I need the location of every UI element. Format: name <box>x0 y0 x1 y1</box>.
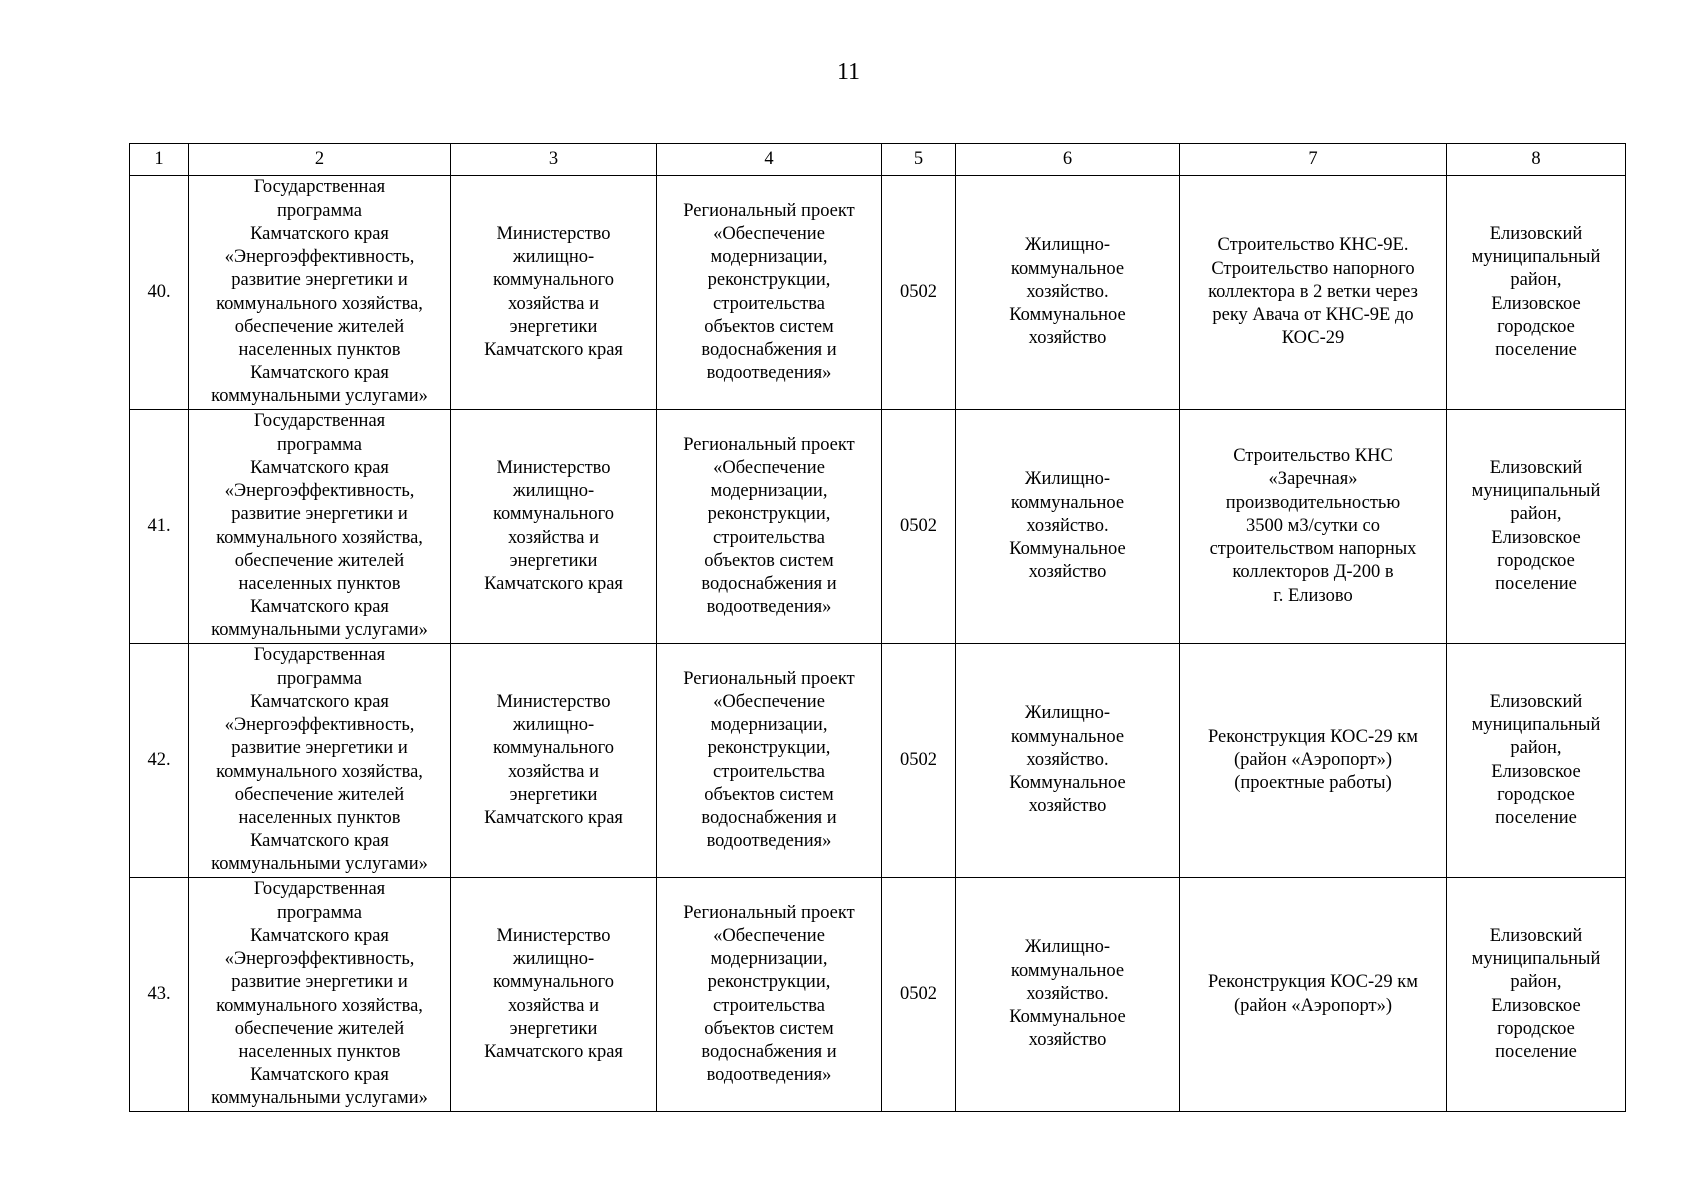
object-cell: Реконструкция КОС-29 км (район «Аэропорт») <box>1180 878 1447 1112</box>
code-cell: 0502 <box>882 644 956 878</box>
code-cell: 0502 <box>882 878 956 1112</box>
header-cell: 2 <box>189 144 451 176</box>
code-cell: 0502 <box>882 176 956 410</box>
ministry-cell: Министерство жилищно- коммунального хозяйства и энергетики Камчатского края <box>451 878 657 1112</box>
table-row <box>130 176 1626 410</box>
project-cell: Региональный проект «Обеспечение модернизации, реконструкции, строительства объектов систем водоснабжения и водоотведения» <box>657 644 882 878</box>
location-cell: Елизовский муниципальный район, Елизовское городское поселение <box>1447 878 1626 1112</box>
sector-cell: Жилищно- коммунальное хозяйство. Коммунальное хозяйство <box>956 410 1180 644</box>
table-row <box>130 878 1626 1112</box>
row-number-cell: 42. <box>130 644 189 878</box>
row-number-cell: 40. <box>130 176 189 410</box>
object-cell: Реконструкция КОС-29 км (район «Аэропорт») (проектные работы) <box>1180 644 1447 878</box>
sector-cell: Жилищно- коммунальное хозяйство. Коммунальное хозяйство <box>956 176 1180 410</box>
header-cell: 7 <box>1180 144 1447 176</box>
location-cell: Елизовский муниципальный район, Елизовское городское поселение <box>1447 644 1626 878</box>
project-cell: Региональный проект «Обеспечение модернизации, реконструкции, строительства объектов систем водоснабжения и водоотведения» <box>657 176 882 410</box>
header-cell: 6 <box>956 144 1180 176</box>
header-cell: 5 <box>882 144 956 176</box>
project-cell: Региональный проект «Обеспечение модернизации, реконструкции, строительства объектов систем водоснабжения и водоотведения» <box>657 410 882 644</box>
row-number-cell: 43. <box>130 878 189 1112</box>
program-cell: Государственная программа Камчатского края «Энергоэффективность, развитие энергетики и коммунального хозяйства, обеспечение жителей населенных пунктов Камчатского края коммунальными услугами» <box>189 176 451 410</box>
code-cell: 0502 <box>882 410 956 644</box>
header-cell: 4 <box>657 144 882 176</box>
program-cell: Государственная программа Камчатского края «Энергоэффективность, развитие энергетики и коммунального хозяйства, обеспечение жителей населенных пунктов Камчатского края коммунальными услугами» <box>189 878 451 1112</box>
location-cell: Елизовский муниципальный район, Елизовское городское поселение <box>1447 176 1626 410</box>
table-row <box>130 410 1626 644</box>
project-cell: Региональный проект «Обеспечение модернизации, реконструкции, строительства объектов систем водоснабжения и водоотведения» <box>657 878 882 1112</box>
program-cell: Государственная программа Камчатского края «Энергоэффективность, развитие энергетики и коммунального хозяйства, обеспечение жителей населенных пунктов Камчатского края коммунальными услугами» <box>189 410 451 644</box>
ministry-cell: Министерство жилищно- коммунального хозяйства и энергетики Камчатского края <box>451 410 657 644</box>
location-cell: Елизовский муниципальный район, Елизовское городское поселение <box>1447 410 1626 644</box>
table-header-row <box>130 144 1626 176</box>
header-cell: 1 <box>130 144 189 176</box>
row-number-cell: 41. <box>130 410 189 644</box>
sector-cell: Жилищно- коммунальное хозяйство. Коммунальное хозяйство <box>956 644 1180 878</box>
object-cell: Строительство КНС «Заречная» производительностью 3500 м3/сутки со строительством напорных коллекторов Д-200 в г. Елизово <box>1180 410 1447 644</box>
ministry-cell: Министерство жилищно- коммунального хозяйства и энергетики Камчатского края <box>451 176 657 410</box>
header-cell: 3 <box>451 144 657 176</box>
projects-table <box>129 143 1626 1112</box>
sector-cell: Жилищно- коммунальное хозяйство. Коммунальное хозяйство <box>956 878 1180 1112</box>
table-row <box>130 644 1626 878</box>
program-cell: Государственная программа Камчатского края «Энергоэффективность, развитие энергетики и коммунального хозяйства, обеспечение жителей населенных пунктов Камчатского края коммунальными услугами» <box>189 644 451 878</box>
header-cell: 8 <box>1447 144 1626 176</box>
ministry-cell: Министерство жилищно- коммунального хозяйства и энергетики Камчатского края <box>451 644 657 878</box>
object-cell: Строительство КНС-9Е. Строительство напорного коллектора в 2 ветки через реку Авача от КНС-9Е до КОС-29 <box>1180 176 1447 410</box>
page-number: 11 <box>836 59 861 85</box>
